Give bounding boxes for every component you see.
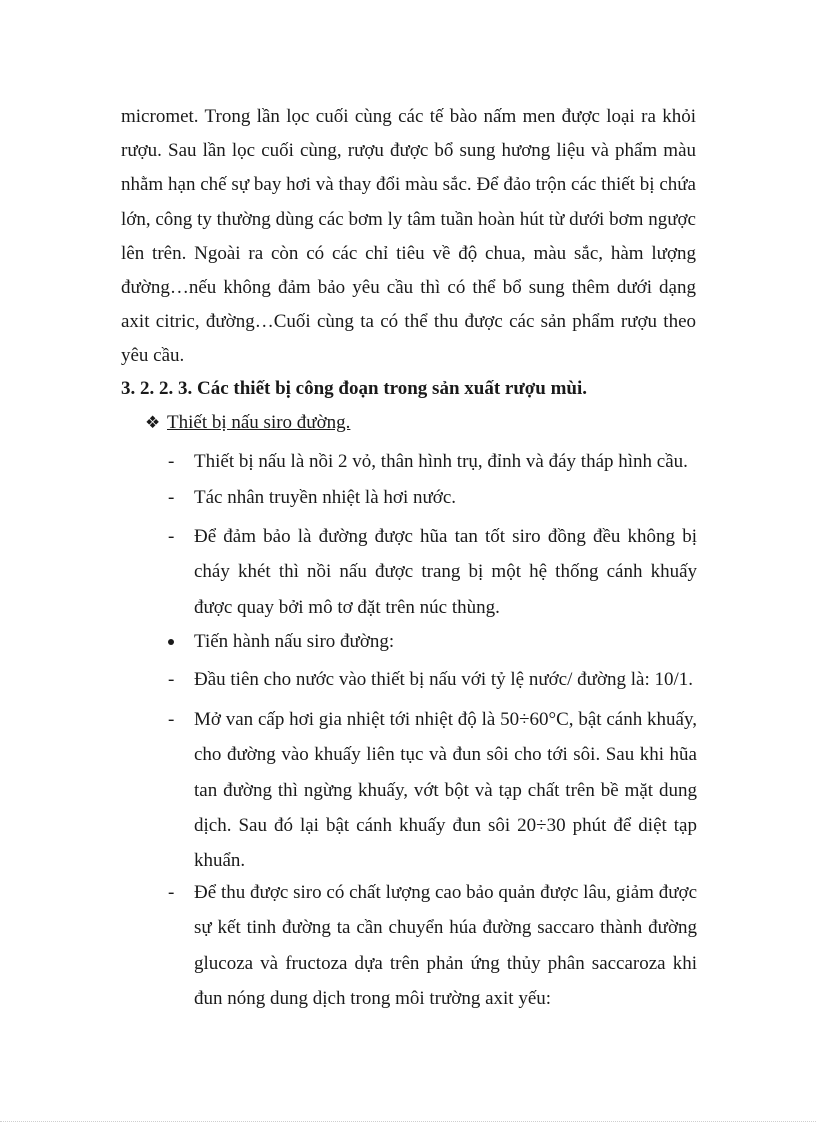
diamond-bullet-icon: ❖: [145, 413, 161, 432]
round-bullet-icon: [168, 639, 174, 645]
dash-marker: -: [168, 451, 175, 472]
dash-marker: -: [168, 526, 175, 547]
subsection-header: [145, 406, 350, 440]
list-item-text: Tác nhân truyền nhiệt là hơi nước.: [194, 487, 457, 508]
subsection-title: Thiết bị nấu siro đường.: [167, 412, 351, 433]
list-item: [168, 519, 697, 625]
section-heading: 3. 2. 2. 3. Các thiết bị công đoạn trong sản xuất rượu mùi.: [121, 378, 588, 399]
list-item-text: Để thu được siro có chất lượng cao bảo quản được lâu, giảm được sự kết tinh đường ta cần chuyển húa đường saccaro thành đường glucoza và fructoza dựa trên phản ứng thủy phân saccaroza khi đun nóng dung dịch trong môi trường axit yếu:: [194, 882, 697, 1009]
page-bottom-divider: [0, 1121, 816, 1122]
dash-marker: -: [168, 487, 175, 508]
list-item: [168, 481, 697, 515]
list-item-text: Mở van cấp hơi gia nhiệt tới nhiệt độ là 50÷60°C, bật cánh khuấy, cho đường vào khuấy liên tục và đun sôi cho tới sôi. Sau khi hũa tan đường thì ngừng khuấy, vớt bột và tạp chất trên bề mặt dung dịch. Sau đó lại bật cánh khuấy đun sôi 20÷30 phút để diệt tạp khuẩn.: [194, 709, 697, 872]
list-item-text: Thiết bị nấu là nồi 2 vỏ, thân hình trụ, đỉnh và đáy tháp hình cầu.: [194, 451, 688, 472]
dash-marker: -: [168, 882, 175, 903]
list-item: [168, 445, 697, 479]
list-item: [168, 702, 697, 878]
list-item-text: Để đảm bảo là đường được hũa tan tốt siro đồng đều không bị cháy khét thì nồi nấu được trang bị một hệ thống cánh khuấy được quay bởi mô tơ đặt trên núc thùng.: [194, 526, 697, 618]
intro-paragraph: micromet. Trong lần lọc cuối cùng các tế bào nấm men được loại ra khỏi rượu. Sau lần lọc cuối cùng, rượu được bổ sung hương liệu và phẩm màu nhằm hạn chế sự bay hơi và thay đổi màu sắc. Để đảo trộn các thiết bị chứa lớn, công ty thường dùng các bơm ly tâm tuần hoàn hút từ dưới bơm ngược lên trên. Ngoài ra còn có các chỉ tiêu về độ chua, màu sắc, hàm lượng đường…nếu không đảm bảo yêu cầu thì có thể bổ sung thêm dưới dạng axit citric, đường…Cuối cùng ta có thể thu được các sản phẩm rượu theo yêu cầu.: [121, 106, 696, 367]
list-item-text: Đầu tiên cho nước vào thiết bị nấu với tỷ lệ nước/ đường là: 10/1.: [194, 669, 694, 690]
list-item: [168, 663, 697, 697]
dash-marker: -: [168, 709, 175, 730]
list-item: [194, 625, 697, 659]
dash-marker: -: [168, 669, 175, 690]
list-item: [168, 875, 697, 1016]
list-item-text: Tiến hành nấu siro đường:: [194, 631, 395, 652]
